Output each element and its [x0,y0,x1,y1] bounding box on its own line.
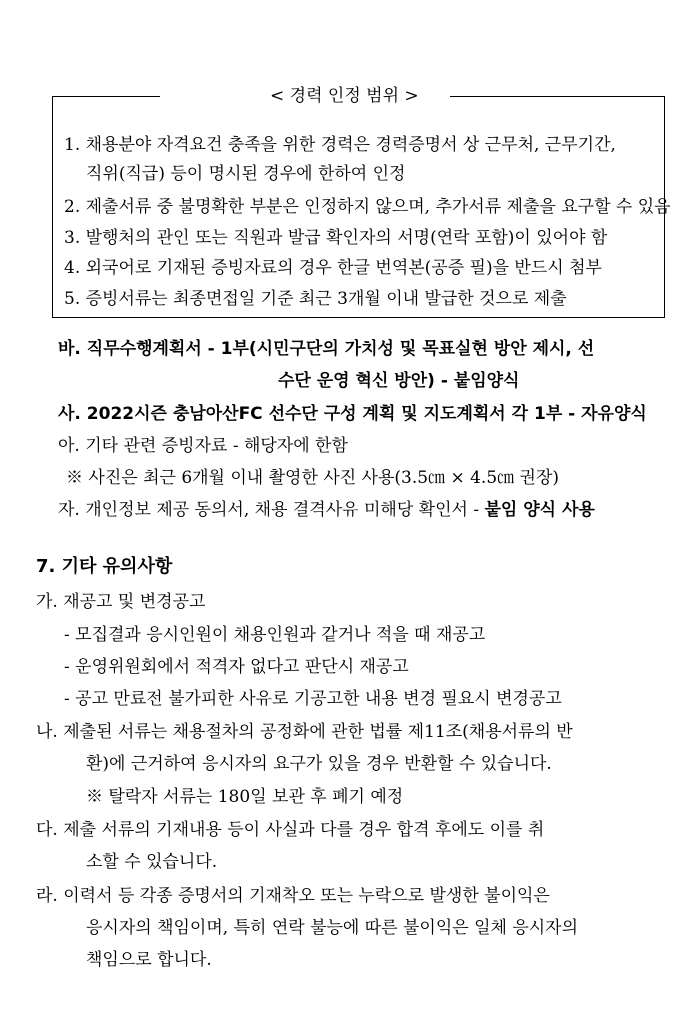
item-ra-cont-2: 책임으로 합니다. [86,950,212,970]
item-ga-sub-1: - 모집결과 응시인원이 채용인원과 같거나 적을 때 재공고 [64,625,486,645]
item-da-cont: 소할 수 있습니다. [86,852,218,872]
doc-item-ba-cont: 수단 운영 혁신 방안) - 붙임양식 [278,371,520,391]
box-item-1: 1. 채용분야 자격요건 충족을 위한 경력은 경력증명서 상 근무처, 근무기간, [64,135,616,155]
box-title: < 경력 인정 범위 > [270,86,419,106]
box-item-2: 2. 제출서류 중 불명확한 부분은 인정하지 않으며, 추가서류 제출을 요구할 수 있음 [64,197,671,217]
item-na: 나. 제출된 서류는 채용절차의 공정화에 관한 법률 제11조(채용서류의 반 [36,722,573,742]
box-top-border-right [450,96,665,97]
item-na-cont: 환)에 근거하여 응시자의 요구가 있을 경우 반환할 수 있습니다. [86,754,552,774]
doc-item-ba: 바. 직무수행계획서 - 1부(시민구단의 가치성 및 목표실현 방안 제시, 선 [58,339,595,359]
box-item-1-cont: 직위(직급) 등이 명시된 경우에 한하여 인정 [86,164,406,184]
item-na-note: ※ 탈락자 서류는 180일 보관 후 폐기 예정 [86,787,404,807]
photo-note: ※ 사진은 최근 6개월 이내 촬영한 사진 사용(3.5㎝ × 4.5㎝ 권장) [66,468,560,488]
doc-item-sa: 사. 2022시즌 충남아산FC 선수단 구성 계획 및 지도계획서 각 1부 - 자유양식 [58,404,647,424]
doc-item-ja [58,498,595,522]
doc-item-a: 아. 기타 관련 증빙자료 - 해당자에 한함 [58,436,348,456]
item-ga-sub-3: - 공고 만료전 불가피한 사유로 기공고한 내용 변경 필요시 변경공고 [64,689,562,709]
section-7-heading: 7. 기타 유의사항 [36,556,173,577]
box-item-5: 5. 증빙서류는 최종면접일 기준 최근 3개월 이내 발급한 것으로 제출 [64,289,567,309]
item-ra-cont-1: 응시자의 책임이며, 특히 연락 불능에 따른 불이익은 일체 응시자의 [86,918,579,938]
box-item-3: 3. 발행처의 관인 또는 직원과 발급 확인자의 서명(연락 포함)이 있어야 함 [64,228,608,248]
box-top-border-left [52,96,160,97]
box-item-4: 4. 외국어로 기재된 증빙자료의 경우 한글 번역본(공증 필)을 반드시 첨부 [64,258,602,278]
item-ga-sub-2: - 운영위원회에서 적격자 없다고 판단시 재공고 [64,657,409,677]
item-ra: 라. 이력서 등 각종 증명서의 기재착오 또는 누락으로 발생한 불이익은 [36,886,550,906]
item-ga: 가. 재공고 및 변경공고 [36,592,206,612]
doc-item-ja-text: 자. 개인정보 제공 동의서, 채용 결격사유 미해당 확인서 - [58,500,485,520]
doc-item-ja-bold: 붙임 양식 사용 [484,500,595,520]
item-da: 다. 제출 서류의 기재내용 등이 사실과 다를 경우 합격 후에도 이를 취 [36,820,545,840]
